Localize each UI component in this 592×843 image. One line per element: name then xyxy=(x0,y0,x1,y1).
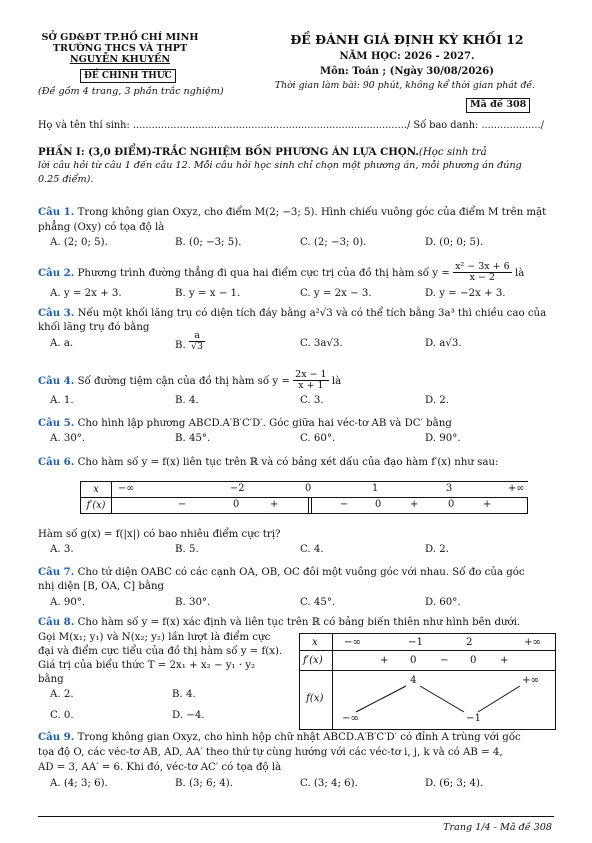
sign-table-x-row xyxy=(81,482,528,498)
question-label: Câu 7. xyxy=(38,566,75,578)
exam-code: Mã đề 308 xyxy=(466,98,530,113)
option-c[interactable]: C. (3; 4; 6). xyxy=(300,778,358,789)
sign-table-deriv-row xyxy=(81,498,528,514)
sign: 0 xyxy=(233,499,240,510)
fraction xyxy=(293,370,328,392)
question-5-options xyxy=(50,432,550,446)
x-tick: +∞ xyxy=(508,483,525,494)
option-c[interactable]: C. 0. xyxy=(50,710,74,721)
question-6-text2: Hàm số g(x) = f(|x|) có bao nhiêu điểm cực trị? xyxy=(38,529,281,540)
question-label: Câu 6. xyxy=(38,456,75,468)
sign: 0 xyxy=(375,499,382,510)
variation-arrows xyxy=(300,634,555,729)
dept-name: SỞ GD&ĐT TP.HỒ CHÍ MINH xyxy=(41,32,199,43)
option-c[interactable]: C. 4. xyxy=(300,544,324,555)
option-c[interactable]: C. 3. xyxy=(300,395,324,406)
sign: − xyxy=(440,655,449,666)
section-note-line2: lời câu hỏi từ câu 1 đến câu 12. Mỗi câu hỏi học sinh chỉ chọn một phương án, mỗi phương án đúng xyxy=(38,160,522,171)
table-cell xyxy=(112,482,528,498)
option-b[interactable]: B. (3; 6; 4). xyxy=(175,778,233,789)
arrow-up xyxy=(356,686,406,712)
question-label: Câu 3. xyxy=(38,307,75,319)
question-label: Câu 4. xyxy=(38,374,75,387)
fraction-numerator: a xyxy=(189,331,205,342)
option-b-label: B. xyxy=(175,339,186,351)
student-info-line: Họ và tên thí sinh: ......................................................................................../ Số bao danh: .................../ xyxy=(38,120,544,131)
option-d[interactable]: D. 2. xyxy=(425,544,450,555)
question-9 xyxy=(38,731,521,745)
f-value-min: −1 xyxy=(466,713,482,724)
question-2-options xyxy=(50,287,550,301)
option-b[interactable] xyxy=(175,330,300,353)
x-tick: −∞ xyxy=(344,637,362,648)
option-a[interactable]: A. 2. xyxy=(50,689,74,700)
fraction-denominator: x − 2 xyxy=(469,272,496,284)
question-3-text2: khối lăng trụ đó bằng xyxy=(38,322,150,333)
question-4-options xyxy=(50,394,550,408)
subject: Môn: Toán ; (Ngày 30/08/2026) xyxy=(320,66,494,77)
question-2 xyxy=(38,262,524,284)
section-header xyxy=(38,146,558,160)
option-d[interactable]: D. y = −2x + 3. xyxy=(425,288,506,299)
pages-note: (Đề gồm 4 trang, 3 phần trắc nghiệm) xyxy=(38,86,224,97)
question-8-line2: Gọi M(x₁; y₁) và N(x₂; y₂) lần lượt là điểm cực xyxy=(38,632,271,643)
sign: + xyxy=(500,655,509,666)
option-d[interactable]: D. 90°. xyxy=(425,433,461,444)
question-9-options xyxy=(50,777,550,791)
x-tick: 2 xyxy=(466,637,473,648)
option-d[interactable]: D. a√3. xyxy=(425,338,462,349)
option-c[interactable]: C. (2; −3; 0). xyxy=(300,237,367,248)
sign: 0 xyxy=(410,655,417,666)
x-tick: 0 xyxy=(305,483,312,494)
f-value-max: 4 xyxy=(410,675,417,686)
f-value-minus-inf: −∞ xyxy=(342,713,360,724)
question-label: Câu 2. xyxy=(38,266,75,279)
question-3 xyxy=(38,307,546,321)
question-text: Nếu một khối lăng trụ có diện tích đáy bằng a²√3 và có thể tích bằng 3a³ thì chiều cao của xyxy=(77,308,547,319)
double-bar xyxy=(311,497,312,514)
option-a[interactable]: A. y = 2x + 3. xyxy=(50,288,122,299)
sign: + xyxy=(410,499,419,510)
option-b[interactable]: B. 5. xyxy=(175,544,199,555)
arrow-up xyxy=(478,686,520,712)
sign: + xyxy=(380,655,389,666)
x-tick: −1 xyxy=(408,637,424,648)
question-1-text2: phẳng (Oxy) có tọa độ là xyxy=(38,222,165,233)
sign: 0 xyxy=(448,499,455,510)
option-d[interactable]: D. −4. xyxy=(172,710,205,721)
question-9-text3: AD = 3, AA′ = 6. Khi đó, véc-tơ AC′ có tọa độ là xyxy=(38,762,282,773)
question-8-line5: bằng xyxy=(38,674,64,685)
option-d[interactable]: D. 60°. xyxy=(425,597,461,608)
question-7-options xyxy=(50,596,550,610)
question-8-line4: Giá trị của biểu thức T = 2x₁ + x₂ − y₁ · y₂ xyxy=(38,660,256,671)
option-d[interactable]: D. (6; 3; 4). xyxy=(425,778,484,789)
f-label: f(x) xyxy=(306,693,324,704)
question-text: Cho hàm số y = f(x) xác định và liên tục trên ℝ có bảng biến thiên như hình bên dưới. xyxy=(77,617,521,628)
section-title: PHẦN I: (3,0 ĐIỂM)-TRẮC NGHIỆM BỐN PHƯƠNG ÁN LỰA CHỌN. xyxy=(38,146,419,158)
official-badge: ĐỀ CHÍNH THỨC xyxy=(80,69,176,83)
question-tail: là xyxy=(331,375,342,387)
question-8-line3: đại và điểm cực tiểu của đồ thị hàm số y = f(x). xyxy=(38,646,283,657)
school-line2: NGUYỄN KHUYẾN xyxy=(69,54,171,65)
option-b[interactable]: B. 4. xyxy=(175,395,199,406)
question-text: Cho hình lập phương ABCD.A′B′C′D′. Góc giữa hai véc-tơ AB và DC′ bằng xyxy=(77,418,452,429)
x-tick: 1 xyxy=(372,483,379,494)
f-value-plus-inf: +∞ xyxy=(522,675,540,686)
question-text: Trong không gian Oxyz, cho hình hộp chữ nhật ABCD.A′B′C′D′ có đỉnh A trùng với gốc xyxy=(77,732,521,743)
section-note-inline: (Học sinh trả xyxy=(418,147,487,158)
page-footer: Trang 1/4 - Mã đề 308 xyxy=(443,822,552,833)
option-a[interactable]: A. 90°. xyxy=(50,597,86,608)
option-b[interactable]: B. (0; −3; 5). xyxy=(175,237,242,248)
question-text: Cho tứ diện OABC có các cạnh OA, OB, OC đôi một vuông góc với nhau. Số đo của góc xyxy=(77,567,525,578)
option-a[interactable]: A. (2; 0; 5). xyxy=(50,237,108,248)
question-6 xyxy=(38,456,498,470)
option-d[interactable]: D. (0; 0; 5). xyxy=(425,237,484,248)
option-c[interactable]: C. 3a√3. xyxy=(300,338,343,349)
question-1 xyxy=(38,206,546,220)
option-b[interactable]: B. y = x − 1. xyxy=(175,288,241,299)
section-note-line3: 0.25 điểm). xyxy=(38,174,94,185)
question-9-text2: tọa độ O, các véc-tơ AB, AD, AA′ theo thứ tự cùng hướng với các véc-tơ i, j, k và có AB = 4, xyxy=(38,747,503,758)
option-c[interactable]: C. y = 2x − 3. xyxy=(300,288,372,299)
option-d[interactable]: D. 2. xyxy=(425,395,450,406)
option-c[interactable]: C. 60°. xyxy=(300,433,336,444)
fraction-numerator: x² − 3x + 6 xyxy=(455,261,510,272)
fraction-denominator: x + 1 xyxy=(298,380,324,392)
question-text: Số đường tiệm cận của đồ thị hàm số y = xyxy=(77,375,290,387)
time-note: Thời gian làm bài: 90 phút, không kể thời gian phát đề. xyxy=(274,80,536,91)
option-a[interactable]: A. 1. xyxy=(50,395,74,406)
fraction-numerator: 2x − 1 xyxy=(295,369,327,380)
option-c[interactable]: C. 45°. xyxy=(300,597,336,608)
school-line1: TRƯỜNG THCS VÀ THPT xyxy=(52,43,188,54)
school-year: NĂM HỌC: 2026 - 2027. xyxy=(339,51,475,62)
question-8 xyxy=(38,616,520,630)
table-cell xyxy=(112,498,528,514)
option-a[interactable]: A. a. xyxy=(50,338,74,349)
question-7-text2: nhị diện [B, OA, C] bằng xyxy=(38,581,165,592)
question-5 xyxy=(38,417,452,431)
sign: − xyxy=(340,499,349,510)
fraction xyxy=(453,262,512,284)
question-8-options-row2 xyxy=(50,709,300,723)
deriv-label: f′(x) xyxy=(303,655,323,666)
option-b[interactable]: B. 30°. xyxy=(175,597,211,608)
fraction-denominator: √3 xyxy=(190,341,204,353)
option-a[interactable]: A. (4; 3; 6). xyxy=(50,778,108,789)
question-6-options xyxy=(50,543,550,557)
sign: 0 xyxy=(470,655,477,666)
question-4 xyxy=(38,370,341,392)
x-tick: 3 xyxy=(446,483,453,494)
sign-table xyxy=(80,481,528,514)
exam-title: ĐỀ ĐÁNH GIÁ ĐỊNH KỲ KHỐI 12 xyxy=(290,32,524,47)
question-text: Cho hàm số y = f(x) liên tục trên ℝ và có bảng xét dấu của đạo hàm f′(x) như sau: xyxy=(77,457,499,468)
variation-table xyxy=(299,633,556,730)
x-tick: −∞ xyxy=(118,483,135,494)
question-label: Câu 1. xyxy=(38,206,75,218)
question-3-options xyxy=(50,330,550,353)
sign: + xyxy=(270,499,279,510)
question-1-options xyxy=(50,236,550,250)
x-label: x xyxy=(312,637,318,648)
double-bar xyxy=(308,497,309,514)
option-b[interactable]: B. 45°. xyxy=(175,433,211,444)
sign: − xyxy=(178,499,187,510)
arrow-down xyxy=(420,686,464,712)
question-8-options-row1 xyxy=(50,688,300,702)
sign: + xyxy=(483,499,492,510)
x-tick: +∞ xyxy=(524,637,542,648)
x-tick: −2 xyxy=(230,483,245,494)
question-text: Phương trình đường thẳng đi qua hai điểm cực trị của đồ thị hàm số y = xyxy=(77,267,450,279)
table-cell: f′(x) xyxy=(81,498,112,514)
question-label: Câu 8. xyxy=(38,616,75,628)
question-label: Câu 9. xyxy=(38,731,75,743)
question-text: Trong không gian Oxyz, cho điểm M(2; −3; 5). Hình chiếu vuông góc của điểm M trên mặt xyxy=(77,207,547,218)
fraction xyxy=(189,331,205,353)
option-a[interactable]: A. 30°. xyxy=(50,433,86,444)
question-tail: là xyxy=(514,267,525,279)
question-label: Câu 5. xyxy=(38,417,75,429)
option-a[interactable]: A. 3. xyxy=(50,544,74,555)
table-cell: x xyxy=(81,482,112,498)
option-b[interactable]: B. 4. xyxy=(172,689,196,700)
footer-rule xyxy=(38,816,554,817)
question-7 xyxy=(38,566,525,580)
